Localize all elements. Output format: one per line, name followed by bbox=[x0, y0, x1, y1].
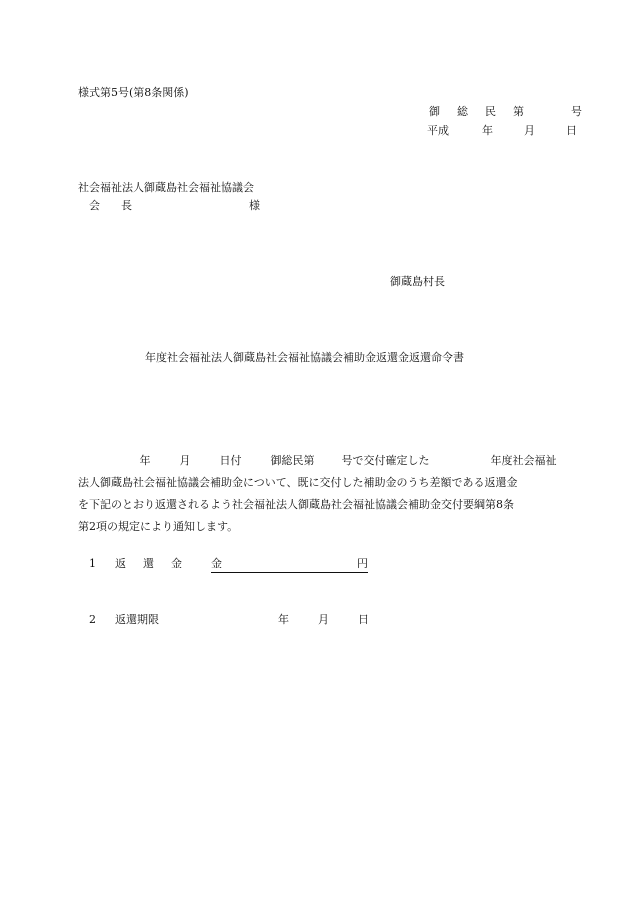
recipient-title-line bbox=[89, 199, 260, 213]
item-2-month: 月 bbox=[318, 613, 329, 626]
doc-number-char-4: 第 bbox=[513, 105, 524, 118]
body-day: 日付 bbox=[219, 454, 242, 467]
body-paragraph bbox=[78, 450, 556, 538]
body-year: 年 bbox=[139, 454, 151, 467]
recipient-title-char-2: 長 bbox=[121, 199, 132, 212]
body-line-1 bbox=[78, 450, 556, 472]
amount-prefix: 金 bbox=[211, 557, 222, 570]
doc-number-char-3: 民 bbox=[485, 105, 496, 118]
date-era: 平成 bbox=[427, 124, 449, 137]
doc-number-char-1: 御 bbox=[429, 105, 440, 118]
doc-number-line bbox=[429, 105, 582, 119]
body-line-4: 第2項の規定により通知します。 bbox=[78, 520, 239, 533]
doc-number-suffix: 号 bbox=[571, 105, 582, 118]
item-1-label-char-3: 金 bbox=[171, 557, 182, 570]
body-line-3: を下記のとおり返還されるよう社会福祉法人御蔵島社会福祉協議会補助金交付要綱第8条 bbox=[78, 498, 514, 511]
date-day: 日 bbox=[566, 124, 577, 137]
body-end: 年度社会福祉 bbox=[490, 454, 557, 467]
amount-field bbox=[211, 557, 368, 573]
item-2-number: 2 bbox=[89, 613, 96, 626]
form-label: 様式第5号(第8条関係) bbox=[78, 86, 189, 99]
body-mid: 号で交付確定した bbox=[341, 454, 430, 467]
document-title: 年度社会福祉法人御蔵島社会福祉協議会補助金返還金返還命令書 bbox=[145, 351, 464, 364]
item-1-label-char-1: 返 bbox=[115, 557, 126, 570]
recipient-title-char-1: 会 bbox=[89, 199, 100, 212]
date-line bbox=[427, 124, 577, 138]
item-2-day: 日 bbox=[358, 613, 369, 626]
recipient-org: 社会福祉法人御蔵島社会福祉協議会 bbox=[78, 181, 254, 194]
recipient-honorific: 様 bbox=[249, 199, 260, 212]
item-1 bbox=[89, 557, 368, 573]
item-1-label-char-2: 還 bbox=[143, 557, 154, 570]
body-month: 月 bbox=[179, 454, 191, 467]
date-year: 年 bbox=[482, 124, 493, 137]
sender: 御蔵島村長 bbox=[390, 275, 445, 288]
item-2 bbox=[89, 613, 369, 627]
item-1-number: 1 bbox=[89, 557, 96, 570]
date-month: 月 bbox=[524, 124, 535, 137]
doc-number-char-2: 総 bbox=[457, 105, 468, 118]
body-line-2: 法人御蔵島社会福祉協議会補助金について、既に交付した補助金のうち差額である返還金 bbox=[78, 476, 518, 489]
item-2-label: 返還期限 bbox=[115, 613, 159, 626]
item-2-year: 年 bbox=[278, 613, 289, 626]
body-ref: 御総民第 bbox=[270, 454, 315, 467]
amount-unit: 円 bbox=[357, 557, 368, 570]
